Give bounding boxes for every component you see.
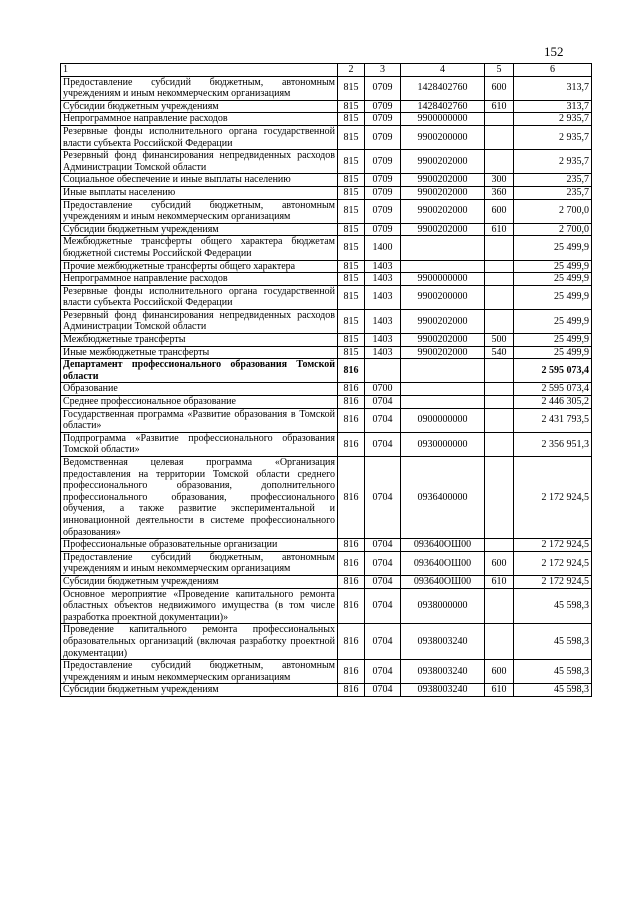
row-type-cell [485,359,514,383]
header-cell: 6 [514,64,592,77]
row-ministry-cell: 816 [338,457,365,539]
table-row [61,186,592,199]
row-section-cell: 1403 [365,273,401,286]
row-ministry-cell: 816 [338,432,365,456]
row-amount-cell: 2 172 924,5 [514,551,592,575]
table-row [61,588,592,624]
row-target-cell: 0938000000 [401,588,485,624]
row-section-cell: 0704 [365,539,401,552]
table-row [61,309,592,333]
row-section-cell: 0704 [365,660,401,684]
row-type-cell: 610 [485,100,514,113]
row-amount-cell: 45 598,3 [514,660,592,684]
row-ministry-cell: 816 [338,660,365,684]
row-ministry-cell: 815 [338,125,365,149]
row-type-cell: 600 [485,199,514,223]
row-type-cell [485,273,514,286]
row-section-cell: 0709 [365,100,401,113]
row-amount-cell: 2 172 924,5 [514,539,592,552]
row-type-cell: 300 [485,174,514,187]
table-row [61,624,592,660]
row-target-cell: 0938003240 [401,684,485,697]
row-amount-cell: 45 598,3 [514,588,592,624]
row-amount-cell: 2 446 305,2 [514,396,592,409]
row-ministry-cell: 815 [338,273,365,286]
row-name-cell: Межбюджетные трансферты общего характера бюджетам бюджетной системы Российской Федерации [61,236,338,260]
row-type-cell [485,432,514,456]
row-name-cell: Проведение капитального ремонта профессиональных образовательных организаций (включая разработку проектной документации) [61,624,338,660]
row-target-cell: 0938003240 [401,624,485,660]
row-name-cell: Непрограммное направление расходов [61,273,338,286]
row-type-cell: 540 [485,346,514,359]
row-name-cell: Предоставление субсидий бюджетным, автономным учреждениям и иным некоммерческим организациям [61,76,338,100]
row-name-cell: Субсидии бюджетным учреждениям [61,684,338,697]
row-type-cell [485,125,514,149]
row-name-cell: Иные межбюджетные трансферты [61,346,338,359]
row-section-cell: 0709 [365,125,401,149]
row-section-cell [365,359,401,383]
row-amount-cell: 2 356 951,3 [514,432,592,456]
row-section-cell: 0704 [365,588,401,624]
row-target-cell [401,396,485,409]
row-target-cell: 9900202000 [401,334,485,347]
row-ministry-cell: 816 [338,408,365,432]
table-row [61,236,592,260]
header-cell: 1 [61,64,338,77]
table-row [61,432,592,456]
row-ministry-cell: 815 [338,199,365,223]
row-amount-cell: 25 499,9 [514,346,592,359]
row-target-cell: 0930000000 [401,432,485,456]
table-row [61,199,592,223]
row-amount-cell: 25 499,9 [514,260,592,273]
row-ministry-cell: 815 [338,174,365,187]
table-row [61,174,592,187]
row-name-cell: Иные выплаты населению [61,186,338,199]
table-row [61,684,592,697]
table-row [61,76,592,100]
table-row [61,408,592,432]
row-target-cell: 093640ОШ00 [401,551,485,575]
row-amount-cell: 2 431 793,5 [514,408,592,432]
row-name-cell: Департамент профессионального образования Томской области [61,359,338,383]
row-amount-cell: 2 172 924,5 [514,575,592,588]
row-target-cell: 9900202000 [401,199,485,223]
row-name-cell: Субсидии бюджетным учреждениям [61,100,338,113]
row-amount-cell: 235,7 [514,186,592,199]
row-section-cell: 0704 [365,432,401,456]
header-cell: 2 [338,64,365,77]
row-type-cell [485,408,514,432]
table-row [61,334,592,347]
row-name-cell: Субсидии бюджетным учреждениям [61,223,338,236]
row-ministry-cell: 816 [338,575,365,588]
table-row [61,539,592,552]
row-type-cell [485,285,514,309]
row-amount-cell: 2 935,7 [514,113,592,126]
row-type-cell [485,396,514,409]
row-section-cell: 1403 [365,334,401,347]
row-target-cell: 9900000000 [401,113,485,126]
row-section-cell: 0709 [365,150,401,174]
row-amount-cell: 313,7 [514,100,592,113]
budget-table [60,63,592,697]
row-ministry-cell: 815 [338,236,365,260]
row-type-cell [485,150,514,174]
row-ministry-cell: 816 [338,539,365,552]
row-amount-cell: 313,7 [514,76,592,100]
table-row [61,125,592,149]
row-section-cell: 0704 [365,408,401,432]
row-target-cell: 0938003240 [401,660,485,684]
row-target-cell: 9900000000 [401,273,485,286]
table-row [61,551,592,575]
header-cell: 5 [485,64,514,77]
row-amount-cell: 2 700,0 [514,199,592,223]
row-ministry-cell: 816 [338,551,365,575]
row-amount-cell: 25 499,9 [514,273,592,286]
row-name-cell: Основное мероприятие «Проведение капитального ремонта областных объектов недвижимого имущества (в том числе разработка проектной документации)» [61,588,338,624]
row-section-cell: 0709 [365,199,401,223]
row-name-cell: Профессиональные образовательные организации [61,539,338,552]
row-type-cell: 610 [485,223,514,236]
row-amount-cell: 25 499,9 [514,309,592,333]
row-name-cell: Резервный фонд финансирования непредвиденных расходов Администрации Томской области [61,309,338,333]
row-target-cell: 9900202000 [401,309,485,333]
row-type-cell [485,539,514,552]
row-section-cell: 0704 [365,396,401,409]
row-type-cell: 600 [485,660,514,684]
row-ministry-cell: 815 [338,260,365,273]
table-row [61,396,592,409]
row-ministry-cell: 816 [338,359,365,383]
row-name-cell: Ведомственная целевая программа «Организация предоставления на территории Томской области среднего профессионального образования, дополнительного профессионального образования, профессионального обучения, а также развитие экспериментальной и инновационной деятельности в системе профессионального образования» [61,457,338,539]
row-type-cell [485,624,514,660]
row-target-cell: 9900202000 [401,346,485,359]
row-target-cell: 9900202000 [401,174,485,187]
row-section-cell: 1403 [365,309,401,333]
row-name-cell: Образование [61,383,338,396]
row-type-cell: 360 [485,186,514,199]
row-section-cell: 0709 [365,186,401,199]
row-ministry-cell: 815 [338,113,365,126]
row-ministry-cell: 815 [338,346,365,359]
row-section-cell: 0704 [365,551,401,575]
row-ministry-cell: 816 [338,383,365,396]
table-row [61,113,592,126]
header-cell: 3 [365,64,401,77]
row-section-cell: 1400 [365,236,401,260]
row-amount-cell: 2 935,7 [514,150,592,174]
table-row [61,100,592,113]
row-target-cell: 9900202000 [401,150,485,174]
row-name-cell: Среднее профессиональное образование [61,396,338,409]
row-amount-cell: 45 598,3 [514,684,592,697]
row-name-cell: Социальное обеспечение и иные выплаты населению [61,174,338,187]
row-target-cell: 9900200000 [401,285,485,309]
row-target-cell: 1428402760 [401,76,485,100]
row-type-cell: 610 [485,684,514,697]
table-row [61,150,592,174]
table-row [61,575,592,588]
row-type-cell [485,113,514,126]
row-name-cell: Резервные фонды исполнительного органа государственной власти субъекта Российской Федерации [61,285,338,309]
row-type-cell [485,588,514,624]
row-section-cell: 0709 [365,76,401,100]
row-ministry-cell: 816 [338,624,365,660]
row-section-cell: 1403 [365,346,401,359]
row-section-cell: 0700 [365,383,401,396]
row-name-cell: Государственная программа «Развитие образования в Томской области» [61,408,338,432]
row-target-cell [401,359,485,383]
row-section-cell: 0704 [365,624,401,660]
row-target-cell [401,383,485,396]
row-ministry-cell: 816 [338,684,365,697]
row-section-cell: 0709 [365,174,401,187]
row-amount-cell: 235,7 [514,174,592,187]
row-amount-cell: 25 499,9 [514,236,592,260]
page-number: 152 [544,44,564,59]
row-ministry-cell: 816 [338,588,365,624]
header-cell: 4 [401,64,485,77]
row-target-cell: 9900200000 [401,125,485,149]
row-target-cell: 9900202000 [401,186,485,199]
row-ministry-cell: 815 [338,186,365,199]
row-type-cell [485,260,514,273]
row-name-cell: Резервный фонд финансирования непредвиденных расходов Администрации Томской области [61,150,338,174]
row-name-cell: Подпрограмма «Развитие профессионального образования Томской области» [61,432,338,456]
row-ministry-cell: 815 [338,285,365,309]
row-name-cell: Резервные фонды исполнительного органа государственной власти субъекта Российской Федерации [61,125,338,149]
row-name-cell: Непрограммное направление расходов [61,113,338,126]
table-row [61,346,592,359]
table-row [61,383,592,396]
table-row [61,285,592,309]
row-target-cell [401,236,485,260]
table-row [61,273,592,286]
row-amount-cell: 2 595 073,4 [514,359,592,383]
row-type-cell: 610 [485,575,514,588]
table-header-row [61,64,592,77]
row-ministry-cell: 815 [338,223,365,236]
row-type-cell [485,383,514,396]
row-section-cell: 0704 [365,684,401,697]
row-amount-cell: 2 595 073,4 [514,383,592,396]
row-type-cell: 500 [485,334,514,347]
row-section-cell: 0709 [365,113,401,126]
row-name-cell: Предоставление субсидий бюджетным, автономным учреждениям и иным некоммерческим организациям [61,551,338,575]
row-type-cell: 600 [485,76,514,100]
row-amount-cell: 2 935,7 [514,125,592,149]
row-ministry-cell: 815 [338,100,365,113]
row-target-cell: 093640ОШ00 [401,575,485,588]
row-name-cell: Межбюджетные трансферты [61,334,338,347]
table-row [61,223,592,236]
row-ministry-cell: 815 [338,334,365,347]
row-amount-cell: 2 172 924,5 [514,457,592,539]
row-target-cell: 0936400000 [401,457,485,539]
row-type-cell [485,236,514,260]
row-amount-cell: 2 700,0 [514,223,592,236]
row-section-cell: 1403 [365,285,401,309]
row-type-cell [485,457,514,539]
table-row [61,457,592,539]
row-amount-cell: 25 499,9 [514,334,592,347]
row-ministry-cell: 815 [338,309,365,333]
table-row [61,359,592,383]
table-row [61,260,592,273]
table-row [61,660,592,684]
row-section-cell: 1403 [365,260,401,273]
row-name-cell: Субсидии бюджетным учреждениям [61,575,338,588]
row-name-cell: Предоставление субсидий бюджетным, автономным учреждениям и иным некоммерческим организациям [61,660,338,684]
row-target-cell: 1428402760 [401,100,485,113]
row-target-cell [401,260,485,273]
row-ministry-cell: 816 [338,396,365,409]
row-target-cell: 9900202000 [401,223,485,236]
row-amount-cell: 45 598,3 [514,624,592,660]
row-target-cell: 0900000000 [401,408,485,432]
row-section-cell: 0704 [365,575,401,588]
row-name-cell: Прочие межбюджетные трансферты общего характера [61,260,338,273]
row-section-cell: 0709 [365,223,401,236]
row-ministry-cell: 815 [338,150,365,174]
row-ministry-cell: 815 [338,76,365,100]
row-type-cell [485,309,514,333]
row-amount-cell: 25 499,9 [514,285,592,309]
row-name-cell: Предоставление субсидий бюджетным, автономным учреждениям и иным некоммерческим организациям [61,199,338,223]
row-type-cell: 600 [485,551,514,575]
row-target-cell: 093640ОШ00 [401,539,485,552]
row-section-cell: 0704 [365,457,401,539]
